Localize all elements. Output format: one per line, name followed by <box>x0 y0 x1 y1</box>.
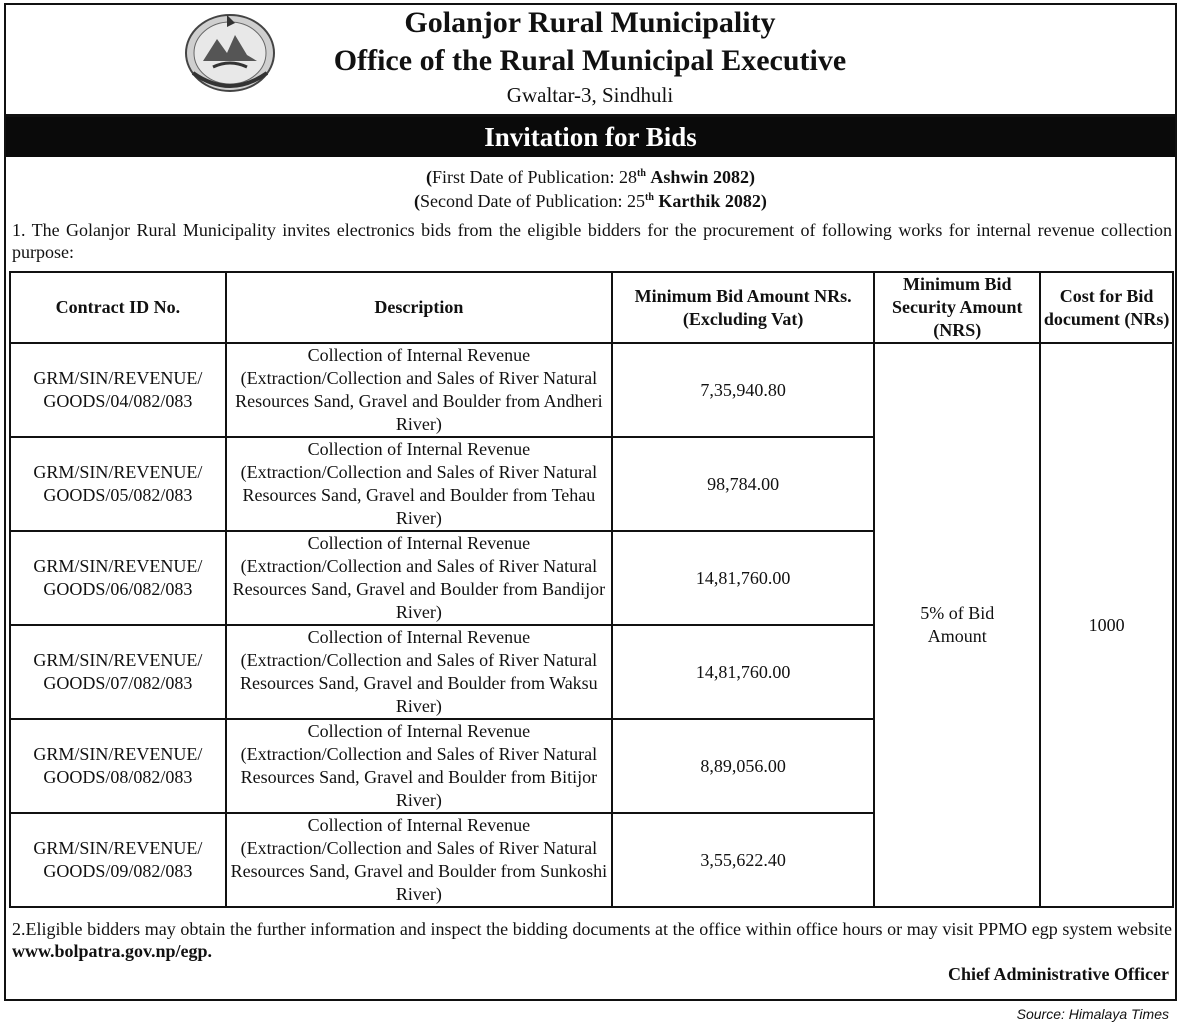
table-header-row <box>10 272 1173 343</box>
bid-amount: 14,81,760.00 <box>612 531 874 625</box>
description: Collection of Internal Revenue (Extraction/Collection and Sales of River Natural Resources Sand, Gravel and Boulder from Tehau River) <box>226 437 612 531</box>
contract-id: GRM/SIN/REVENUE/ GOODS/05/082/083 <box>10 437 226 531</box>
notice-title: Invitation for Bids <box>6 117 1175 157</box>
header-doc-cost: Cost for Bid document (NRs) <box>1040 272 1173 343</box>
signatory: Chief Administrative Officer <box>948 964 1169 984</box>
table-row <box>10 343 1173 437</box>
first-publication-date: (First Date of Publication: 28th Ashwin 2082) <box>426 167 755 187</box>
bid-amount: 8,89,056.00 <box>612 719 874 813</box>
bid-amount: 7,35,940.80 <box>612 343 874 437</box>
contract-id: GRM/SIN/REVENUE/ GOODS/06/082/083 <box>10 531 226 625</box>
contract-id: GRM/SIN/REVENUE/ GOODS/04/082/083 <box>10 343 226 437</box>
address: Gwaltar-3, Sindhuli <box>506 83 674 107</box>
description: Collection of Internal Revenue (Extraction/Collection and Sales of River Natural Resources Sand, Gravel and Boulder from Bandijor River) <box>226 531 612 625</box>
second-publication-date: (Second Date of Publication: 25th Karthik 2082) <box>414 191 767 211</box>
bolpatra-link[interactable]: www.bolpatra.gov.np/egp. <box>12 941 213 961</box>
description: Collection of Internal Revenue (Extraction/Collection and Sales of River Natural Resources Sand, Gravel and Boulder from Andheri River) <box>226 343 612 437</box>
source-credit: Source: Himalaya Times <box>1016 1006 1169 1022</box>
clause-2: 2.Eligible bidders may obtain the further information and inspect the bidding documents at the office within office hours or may visit PPMO egp system website www.bolpatra.gov.np/egp. <box>12 919 1172 961</box>
bid-amount: 98,784.00 <box>612 437 874 531</box>
bid-security-amount: 5% of Bid Amount <box>874 343 1040 907</box>
bid-document-cost: 1000 <box>1040 343 1173 907</box>
bid-amount: 14,81,760.00 <box>612 625 874 719</box>
header-description: Description <box>226 272 612 343</box>
header-bid-security: Minimum Bid Security Amount (NRS) <box>874 272 1040 343</box>
bid-amount: 3,55,622.40 <box>612 813 874 907</box>
nepal-emblem-icon <box>183 9 277 94</box>
contract-id: GRM/SIN/REVENUE/ GOODS/07/082/083 <box>10 625 226 719</box>
header-min-bid-amount: Minimum Bid Amount NRs. (Excluding Vat) <box>612 272 874 343</box>
bids-table <box>9 271 1174 908</box>
org-name: Golanjor Rural Municipality <box>404 6 776 39</box>
contract-id: GRM/SIN/REVENUE/ GOODS/09/082/083 <box>10 813 226 907</box>
contract-id: GRM/SIN/REVENUE/ GOODS/08/082/083 <box>10 719 226 813</box>
description: Collection of Internal Revenue (Extraction/Collection and Sales of River Natural Resources Sand, Gravel and Boulder from Waksu River) <box>226 625 612 719</box>
office-name: Office of the Rural Municipal Executive <box>333 44 847 77</box>
description: Collection of Internal Revenue (Extraction/Collection and Sales of River Natural Resources Sand, Gravel and Boulder from Sunkoshi River) <box>226 813 612 907</box>
clause-1: 1. The Golanjor Rural Municipality invites electronics bids from the eligible bidders for the procurement of following works for internal revenue collection purpose: <box>12 220 1172 262</box>
header-contract-id: Contract ID No. <box>10 272 226 343</box>
description: Collection of Internal Revenue (Extraction/Collection and Sales of River Natural Resources Sand, Gravel and Boulder from Bitijor River) <box>226 719 612 813</box>
